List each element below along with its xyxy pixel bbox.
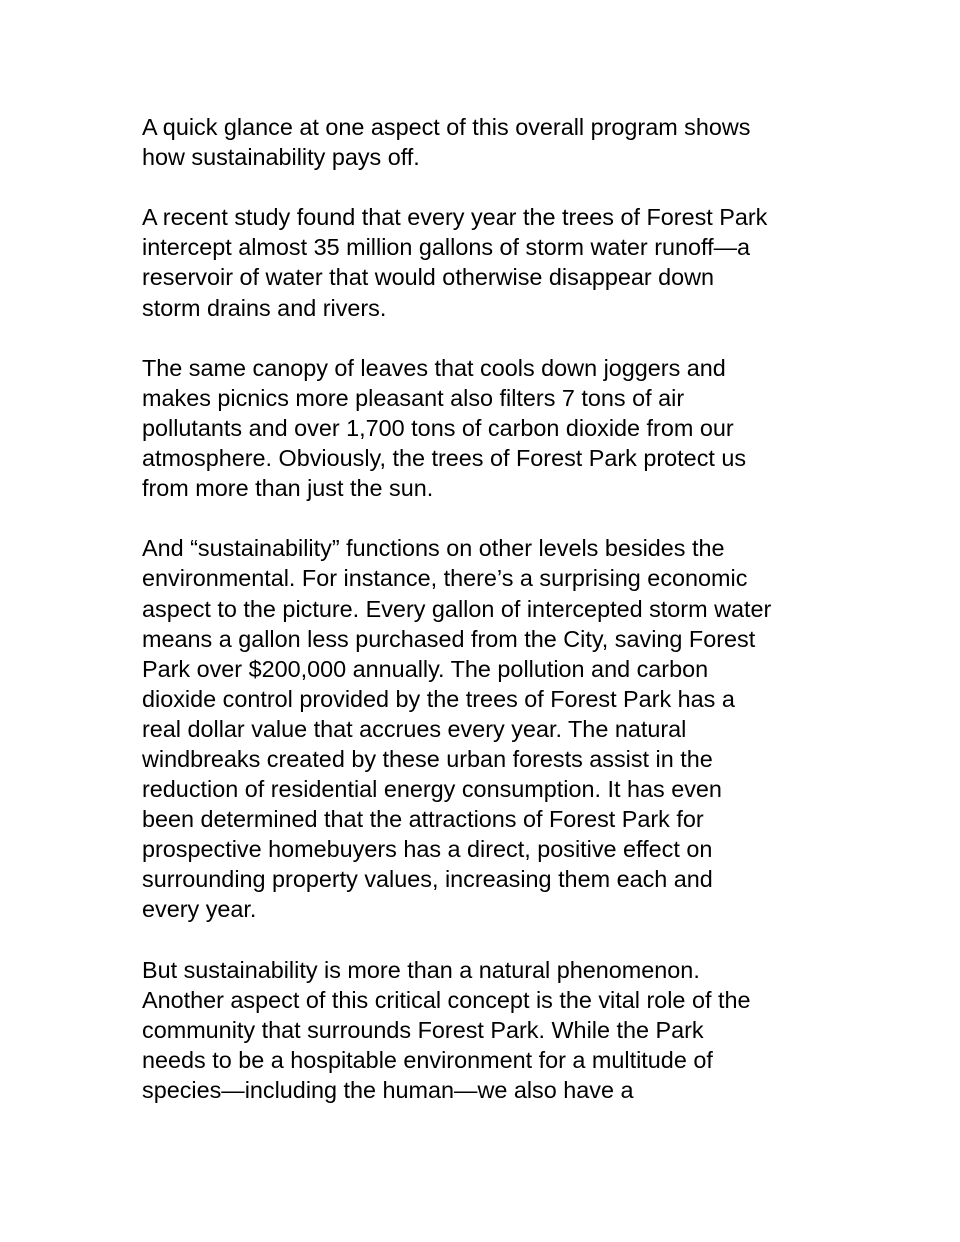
paragraph-sustainability-intro: A quick glance at one aspect of this overall program shows how sustainability pays off. [142, 114, 751, 171]
paragraph-air-pollutants: The same canopy of leaves that cools down joggers and makes picnics more pleasant also filters 7 tons of air pollutants and over 1,700 tons of carbon dioxide from our atmosphere. Obviously, the trees of Forest Park protect us from more than just the sun. [142, 354, 747, 502]
paragraph-storm-water: A recent study found that every year the trees of Forest Park intercept almost 35 million gallons of storm water runoff—a reservoir of water that would otherwise disappear down storm drains and rivers. [142, 204, 768, 321]
paragraph-community-role: But sustainability is more than a natural phenomenon. Another aspect of this critical concept is the vital role of the community that surrounds Forest Park. While the Park needs to be a hospitable environment for a multitude of species—including the human—we also have a [142, 956, 751, 1103]
document-page [142, 112, 832, 1105]
paragraph-economic-aspect: And “sustainability” functions on other levels besides the environmental. For instance, there’s a surprising economic aspect to the picture. Every gallon of intercepted storm water means a gallon less purchased from the City, saving Forest Park over $200,000 annually. The pollution and carbon dioxide control provided by the trees of Forest Park has a real dollar value that accrues every year. The natural windbreaks created by these urban forests assist in the reduction of residential energy consumption. It has even been determined that the attractions of Forest Park for prospective homebuyers has a direct, positive effect on surrounding property values, increasing them each and every year. [142, 535, 772, 923]
